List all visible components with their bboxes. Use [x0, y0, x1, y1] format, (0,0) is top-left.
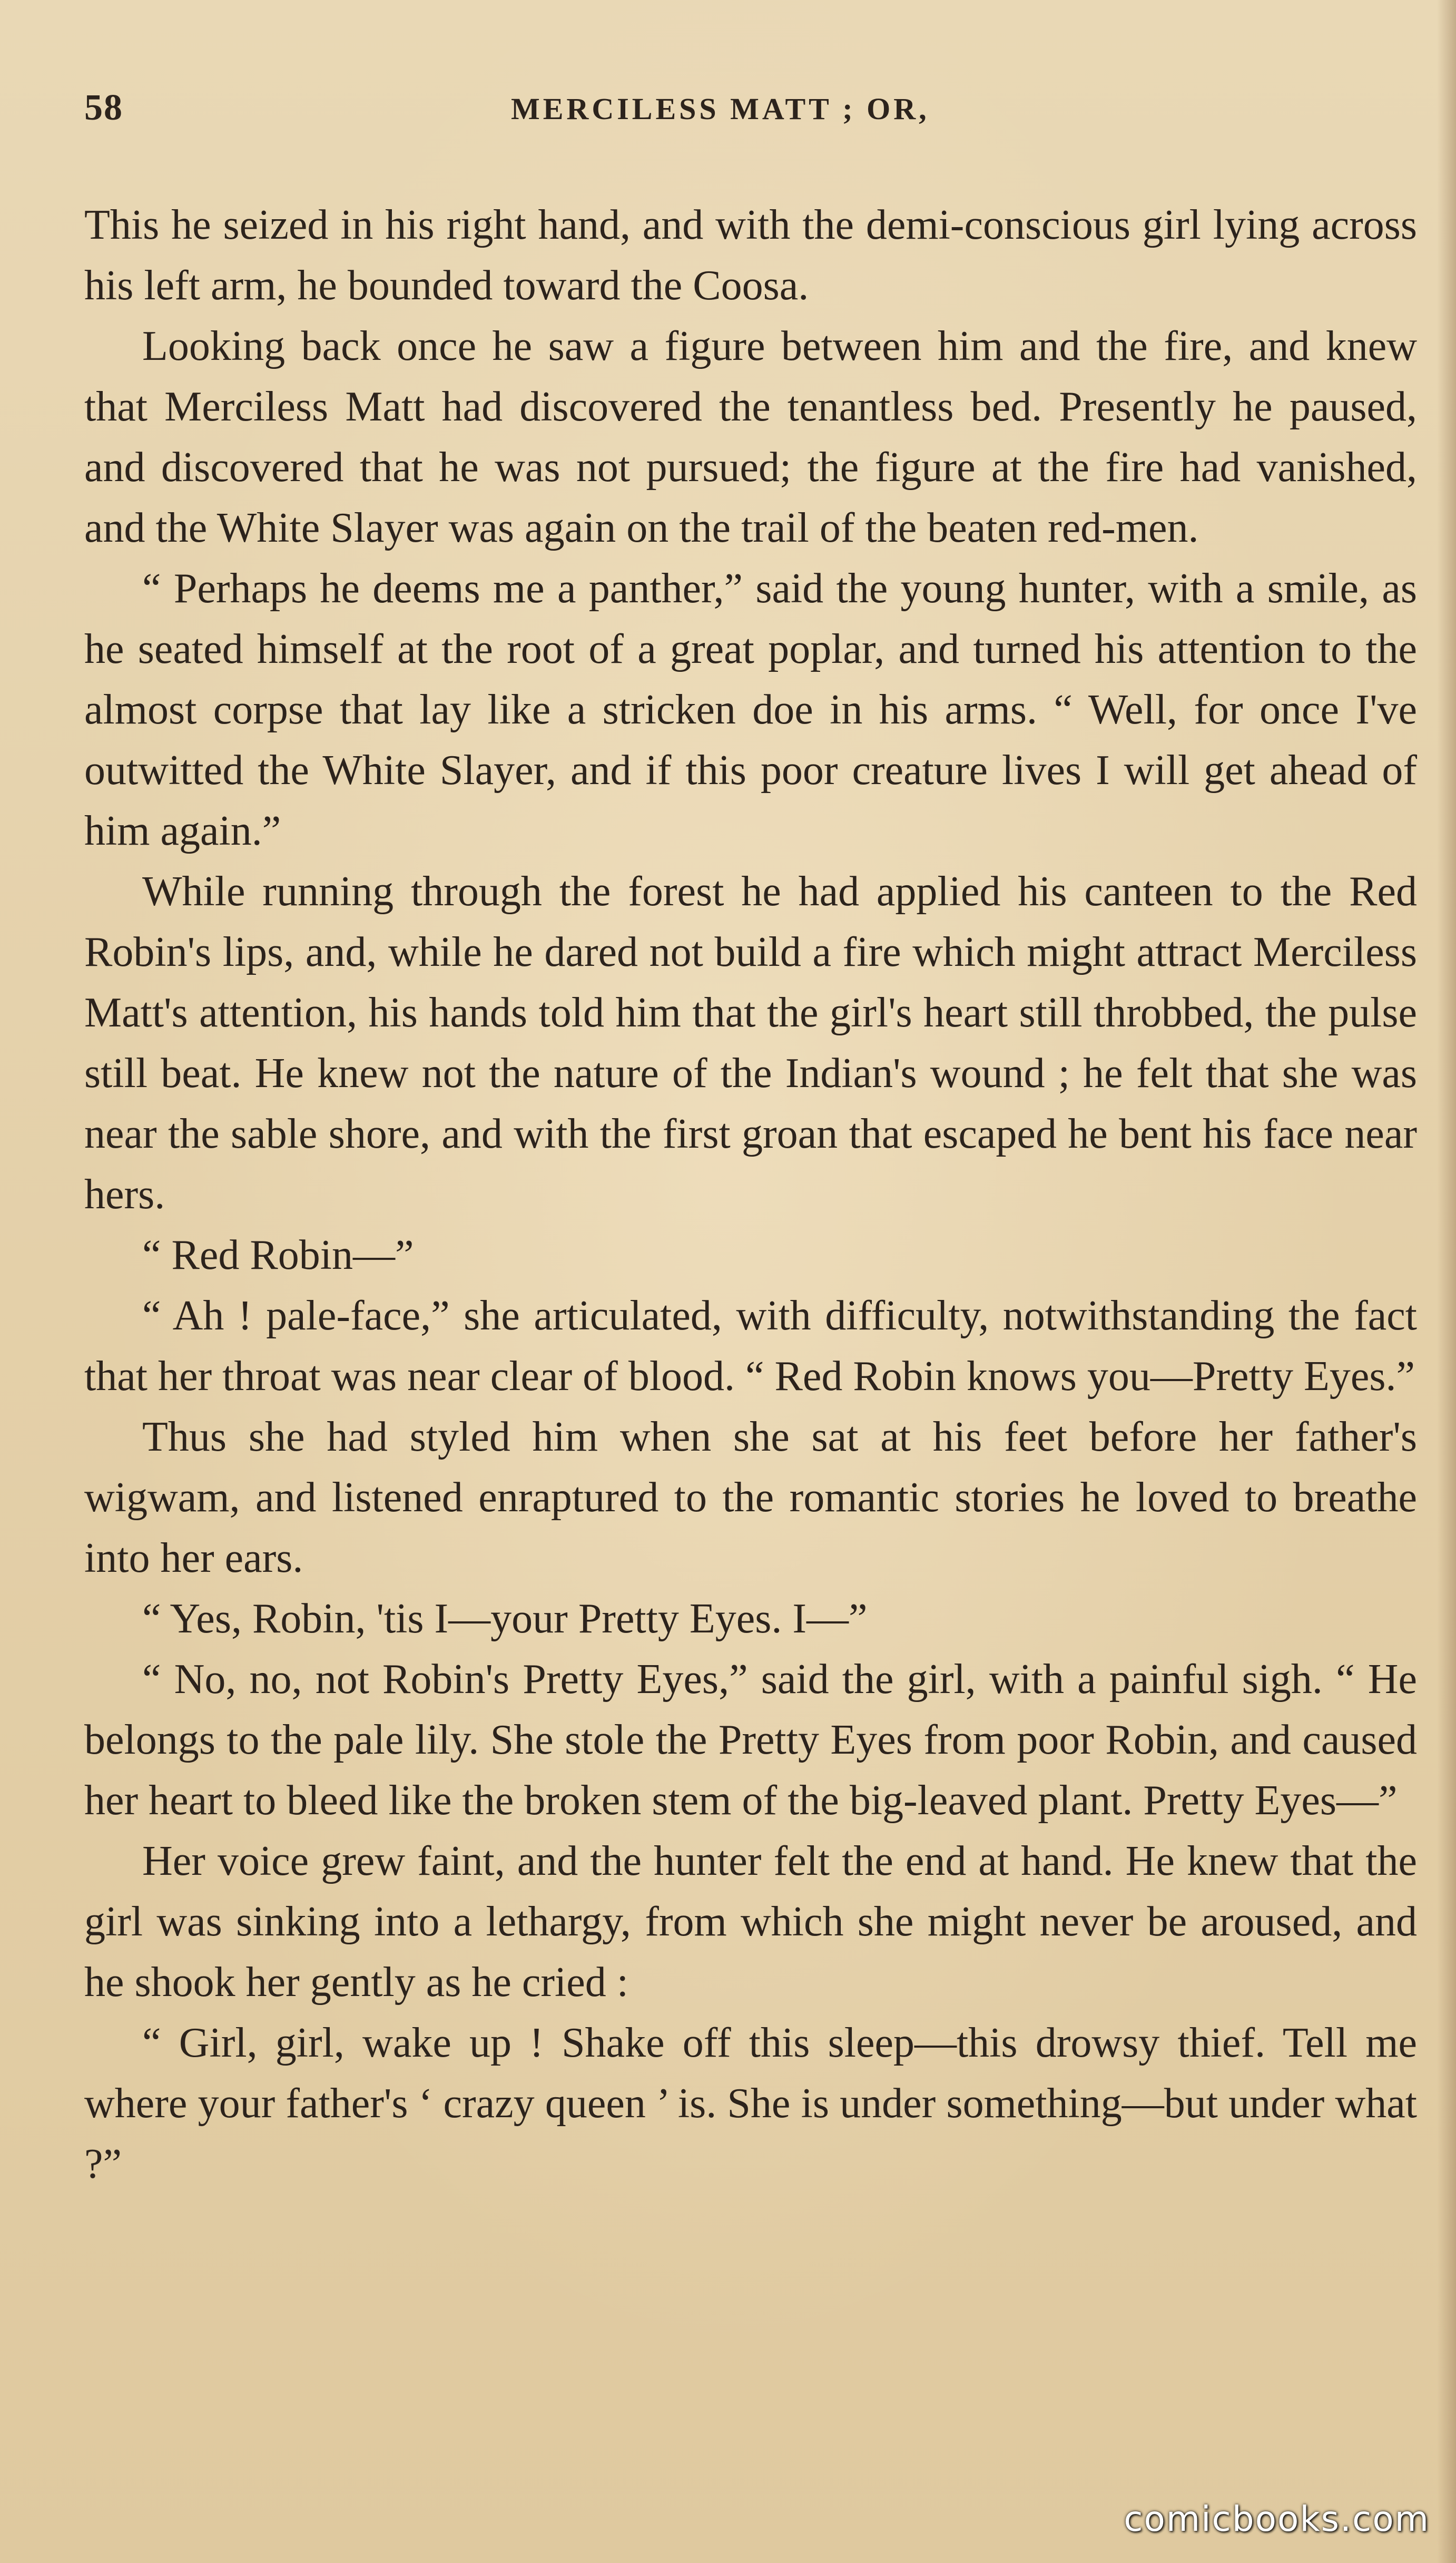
paragraph: “ Red Robin—”	[142, 1232, 414, 1278]
paragraph: “ Perhaps he deems me a panther,” said the young hunter, with a smile, as he seated himself at the root of a great poplar, and turned his attention to the almost corpse that lay like a stricken doe in his arms. “ Well, for once I've outwitted the White Slayer, and if this poor creature lives I will get ahead of him again.”	[84, 565, 1417, 854]
watermark: comicbooks.com	[1124, 2499, 1430, 2539]
running-head: MERCILESS MATT ; OR,	[511, 92, 930, 126]
page-header	[84, 87, 1406, 145]
paragraph: “ Girl, girl, wake up ! Shake off this sleep—this drowsy thief. Tell me where your father's ‘ crazy queen ’ is. She is under something—but under what ?”	[84, 2020, 1417, 2187]
paragraph: While running through the forest he had applied his canteen to the Red Robin's lips, and, while he dared not build a fire which might attract Merciless Matt's attention, his hands told him that the girl's heart still throbbed, the pulse still beat. He knew not the nature of the Indian's wound ; he felt that she was near the sable shore, and with the first groan that escaped he bent his face near hers.	[84, 868, 1417, 1218]
page-edge-shadow	[1437, 0, 1456, 2563]
paragraph: “ No, no, not Robin's Pretty Eyes,” said the girl, with a painful sigh. “ He belongs to the pale lily. She stole the Pretty Eyes from poor Robin, and caused her heart to bleed like the broken stem of the big-leaved plant. Pretty Eyes—”	[84, 1656, 1417, 1824]
paragraph: Looking back once he saw a figure between him and the fire, and knew that Merciless Matt had discovered the tenantless bed. Presently he paused, and discovered that he was not pursued; the figure at the fire had vanished, and the White Slayer was again on the trail of the beaten red-men.	[84, 323, 1417, 551]
paragraph: “ Yes, Robin, 'tis I—your Pretty Eyes. I—”	[142, 1596, 868, 1642]
paragraph: Her voice grew faint, and the hunter felt the end at hand. He knew that the girl was sinking into a lethargy, from which she might never be aroused, and he shook her gently as he cried :	[84, 1838, 1417, 2006]
paragraph: Thus she had styled him when she sat at his feet before her father's wigwam, and listened enraptured to the romantic stories he loved to breathe into her ears.	[84, 1414, 1417, 1581]
paragraph: This he seized in his right hand, and with the demi-conscious girl lying across his left arm, he bounded toward the Coosa.	[84, 202, 1417, 309]
body-text	[84, 195, 1417, 2195]
paragraph: “ Ah ! pale-face,” she articulated, with difficulty, notwithstanding the fact that her throat was near clear of blood. “ Red Robin knows you—Pretty Eyes.”	[84, 1293, 1417, 1400]
page-number: 58	[84, 87, 123, 128]
